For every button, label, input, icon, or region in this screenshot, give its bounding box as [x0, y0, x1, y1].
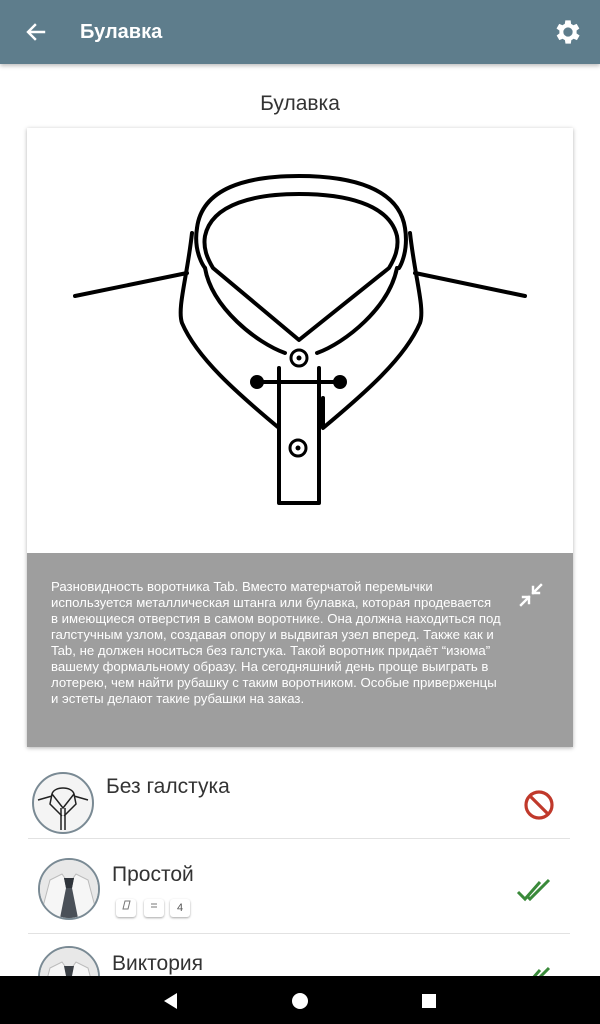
nav-back-icon[interactable]	[158, 988, 184, 1014]
page-title: Булавка	[260, 92, 340, 115]
symmetry-badge	[144, 899, 164, 917]
nav-recents-icon[interactable]	[416, 988, 442, 1014]
avatar	[38, 946, 100, 976]
app-bar	[0, 0, 600, 64]
avatar	[38, 858, 100, 920]
knot-item-victoria[interactable]	[24, 940, 576, 976]
collapse-arrows-icon[interactable]	[515, 579, 547, 611]
list-divider	[28, 838, 570, 839]
description-text: Разновидность воротника Tab. Вместо матерчатой перемычки используется металлическая штанга или булавка, которая продевается в имеющиеся отверстия в самом воротнике. Она должна находиться под галстучным узлом, создавая опору и выдвигая узел вперед. Также как и Tab, не должен носиться без галстука. Такой воротник придаёт “изюма” вашему формальному образу. На сегодняшний день проще выиграть в лотерею, чем найти рубашку с таким воротником. Особые приверженцы и эстеты делают такие рубашки на заказ.	[51, 579, 501, 706]
equals-icon	[148, 899, 160, 911]
knot-item-simple[interactable]	[24, 846, 576, 932]
knot-item-no-tie[interactable]	[24, 764, 576, 838]
gear-icon[interactable]	[552, 16, 584, 48]
size-badge	[116, 899, 136, 917]
system-nav-bar	[0, 976, 600, 1024]
knot-title: Виктория	[112, 952, 204, 975]
knot-title: Без галстука	[106, 775, 230, 798]
tie-shape-icon	[120, 899, 132, 911]
moves-badge: 4	[170, 899, 190, 917]
collar-illustration	[27, 128, 573, 553]
double-check-icon	[516, 964, 552, 976]
avatar	[32, 772, 94, 834]
collar-card	[27, 128, 573, 747]
description-panel	[27, 553, 573, 747]
list-divider	[28, 933, 570, 934]
double-check-icon	[516, 876, 552, 904]
nav-home-icon[interactable]	[287, 988, 313, 1014]
prohibited-icon	[522, 788, 556, 822]
app-title: Булавка	[80, 21, 163, 43]
knot-title: Простой	[112, 863, 194, 886]
arrow-left-icon[interactable]	[20, 16, 52, 48]
